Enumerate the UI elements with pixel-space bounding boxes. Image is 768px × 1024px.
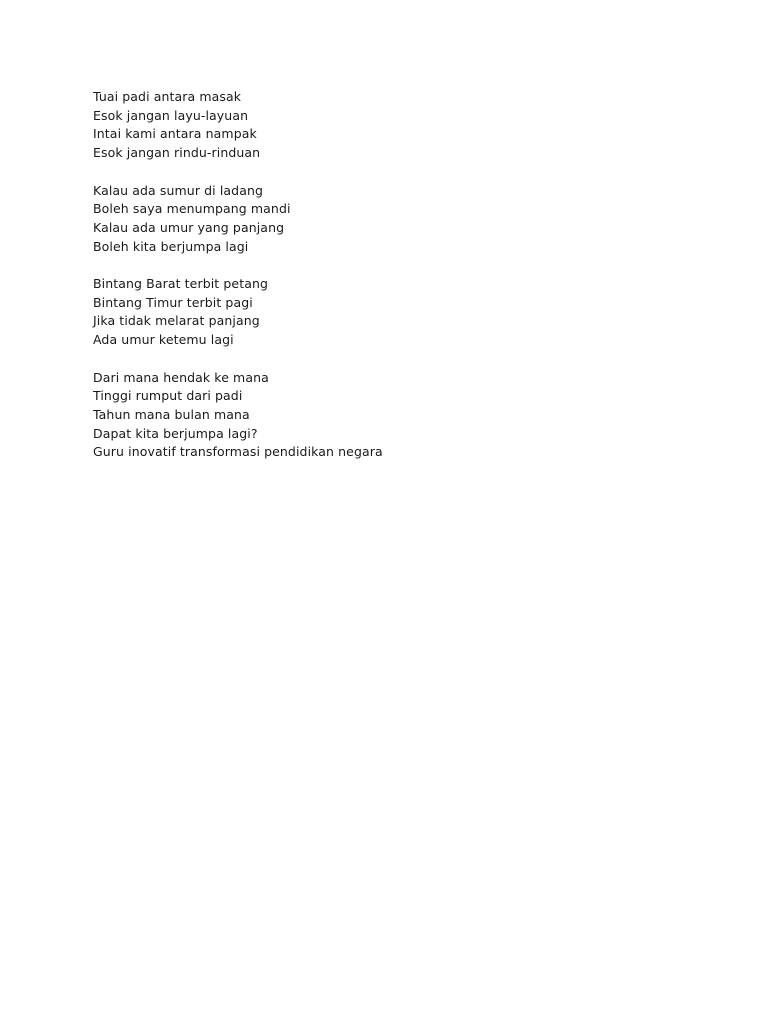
poem-line: Dapat kita berjumpa lagi? bbox=[93, 425, 258, 441]
poem-line: Tahun mana bulan mana bbox=[93, 406, 250, 422]
poem-line: Esok jangan rindu-rinduan bbox=[93, 145, 261, 161]
poem-line: Esok jangan layu-layuan bbox=[93, 107, 249, 123]
poem-line: Ada umur ketemu lagi bbox=[93, 332, 234, 348]
poem-body bbox=[93, 88, 383, 462]
poem-line: Boleh saya menumpang mandi bbox=[93, 201, 291, 217]
poem-line: Dari mana hendak ke mana bbox=[93, 369, 269, 385]
poem-line: Kalau ada sumur di ladang bbox=[93, 182, 264, 198]
poem-line: Guru inovatif transformasi pendidikan negara bbox=[93, 444, 383, 460]
poem-line: Bintang Timur terbit pagi bbox=[93, 294, 253, 310]
stanza-4 bbox=[93, 369, 383, 463]
stanza-3 bbox=[93, 275, 383, 350]
poem-line: Intai kami antara nampak bbox=[93, 126, 257, 142]
poem-line: Bintang Barat terbit petang bbox=[93, 276, 269, 291]
stanza-2 bbox=[93, 182, 383, 257]
poem-line: Boleh kita berjumpa lagi bbox=[93, 238, 249, 254]
poem-line: Tinggi rumput dari padi bbox=[93, 388, 243, 404]
poem-line: Kalau ada umur yang panjang bbox=[93, 219, 285, 235]
stanza-1 bbox=[93, 88, 383, 163]
poem-line: Tuai padi antara masak bbox=[93, 89, 242, 104]
poem-line: Jika tidak melarat panjang bbox=[93, 313, 260, 329]
